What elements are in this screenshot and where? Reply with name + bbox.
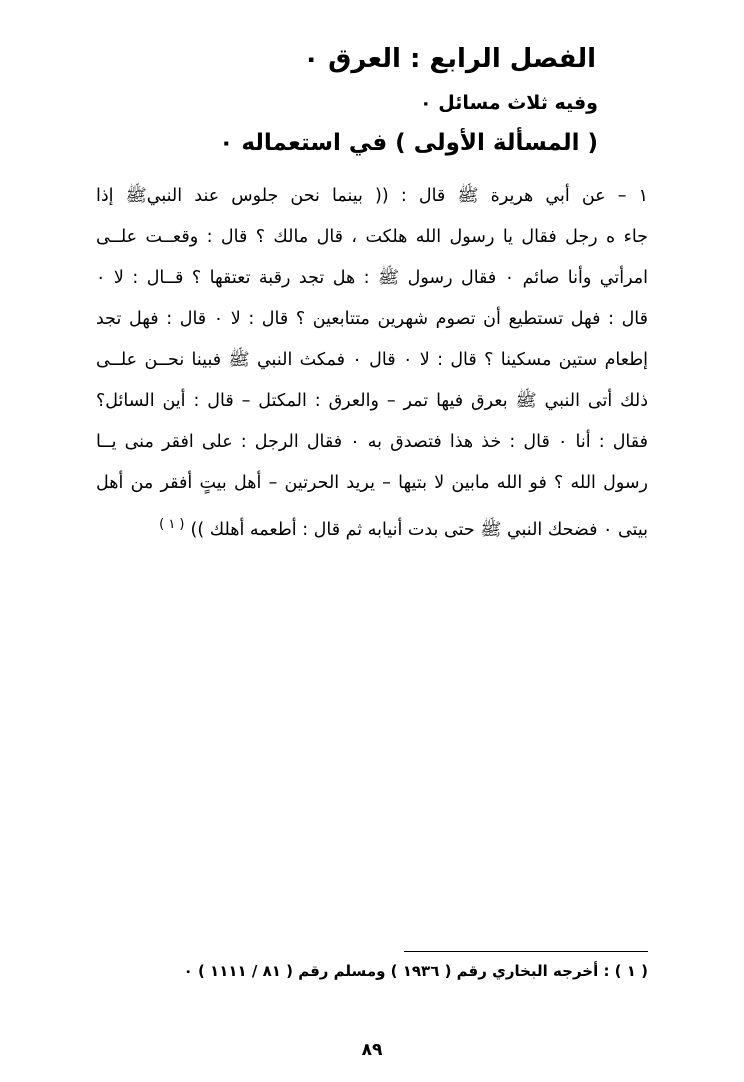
text-line: امرأتي وأنا صائم ٠ فقال رسول ﷺ : هل تجد رقبة تعتقها ؟ قــال : لا ٠	[96, 268, 648, 288]
text-line: ذلك أتى النبي ﷺ بعرق فيها تمر – والعرق : المكتل – قال : أين السائل؟	[96, 391, 648, 411]
footnote-separator	[404, 951, 648, 952]
footnote-reference: ( ١ )	[159, 517, 185, 532]
page-number: ٨٩	[361, 1040, 383, 1060]
text-line: فقال : أنا ٠ قال : خذ هذا فتصدق به ٠ فقال الرجل : على افقر منى يــا	[96, 432, 648, 452]
hadith-text	[96, 176, 648, 545]
text-line: ١ – عن أبي هريرة ﷺ قال : (( بينما نحن جلوس عند النبيﷺ إذا	[96, 186, 648, 206]
chapter-subtitle: وفيه ثلاث مسائل ٠	[420, 92, 598, 114]
footnote: ( ١ ) : أخرجه البخاري رقم ( ١٩٣٦ ) ومسلم رقم ( ٨١ / ١١١١ ) ٠	[183, 962, 648, 980]
text-line-content: بيتى ٠ فضحك النبي ﷺ حتى بدت أنيابه ثم قال : أطعمه أهلك ))	[190, 519, 648, 540]
text-line: إطعام ستين مسكينا ؟ قال : لا ٠ قال ٠ فمكث النبي ﷺ فبينا نحــن علــى	[96, 350, 648, 370]
text-line: رسول الله ؟ فو الله مابين لا بتيها – يريد الحرتين – أهل بيتٍ أفقر من أهل	[96, 473, 648, 493]
issue-title: ( المسألة الأولى ) في استعماله ٠	[219, 130, 598, 156]
text-line-last	[96, 504, 648, 545]
chapter-title: الفصل الرابع : العرق ٠	[303, 44, 596, 74]
text-line: قال : فهل تستطيع أن تصوم شهرين متتابعين ؟ قال : لا ٠ قال : فهل تجد	[96, 309, 648, 329]
text-line: جاء ه رجل فقال يا رسول الله هلكت ، قال مالك ؟ قال : وقعــت علــى	[96, 227, 648, 247]
